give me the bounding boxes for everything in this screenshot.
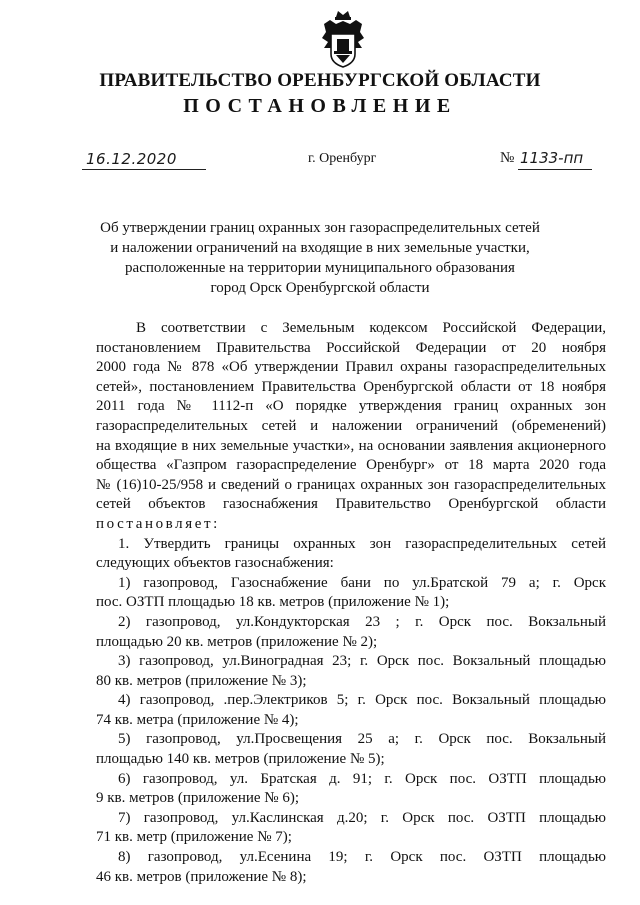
orenburg-coat-of-arms-icon <box>318 8 368 70</box>
preamble-line: сетей объектов газоснабжения Правительство Оренбургской области <box>96 496 606 513</box>
decree-item-line: 1) газопровод, Газоснабжение бани по ул.Братской 79 а; г. Орск <box>118 574 606 591</box>
number-label: № <box>500 150 515 166</box>
decree-item-line: 1. Утвердить границы охранных зон газораспределительных сетей <box>118 535 606 552</box>
document-number: 1133-пп <box>520 149 584 167</box>
number-underline <box>518 169 592 170</box>
preamble-line: на входящие в них земельные участки», на основании заявления акционерного <box>96 437 606 454</box>
decree-item-line: 4) газопровод, .пер.Электриков 5; г. Орск пос. Вокзальный площадью <box>118 692 606 709</box>
decree-item-line: площадью 140 кв. метров (приложение № 5); <box>96 751 385 768</box>
date-underline <box>82 169 206 170</box>
document-date: 16.12.2020 <box>86 150 177 168</box>
title-line: Об утверждении границ охранных зон газораспределительных сетей <box>100 220 540 236</box>
preamble-line: В соответствии с Земельным кодексом Российской Федерации, <box>136 320 606 336</box>
decree-word: постановляет: <box>96 515 220 532</box>
decree-item-line: 80 кв. метров (приложение № 3); <box>96 672 307 689</box>
decree-item-line: 3) газопровод, ул.Виноградная 23; г. Орск пос. Вокзальный площадью <box>118 653 606 670</box>
preamble-line: общества «Газпром газораспределение Оренбург» от 18 марта 2020 года <box>96 457 606 474</box>
decree-item-line: 6) газопровод, ул. Братская д. 91; г. Орск пос. ОЗТП площадью <box>118 770 606 787</box>
document-type: ПОСТАНОВЛЕНИЕ <box>183 95 457 117</box>
document-city: г. Оренбург <box>308 151 377 166</box>
preamble-line: 2011 года № 1112-п «О порядке утверждения границ охранных зон <box>96 398 606 415</box>
decree-item-line: 7) газопровод, ул.Каслинская д.20; г. Орск пос. ОЗТП площадью <box>118 809 606 826</box>
decree-item-line: 8) газопровод, ул.Есенина 19; г. Орск пос. ОЗТП площадью <box>118 849 606 866</box>
preamble-line: газораспределительных сетей и наложении ограничений (обременений) <box>96 417 606 434</box>
title-line: расположенные на территории муниципального образования <box>125 260 515 276</box>
title-line: и наложении ограничений на входящие в них земельные участки, <box>110 240 530 256</box>
decree-item-line: 46 кв. метров (приложение № 8); <box>96 868 307 885</box>
issuing-authority: ПРАВИТЕЛЬСТВО ОРЕНБУРГСКОЙ ОБЛАСТИ <box>99 70 541 91</box>
decree-item-line: пос. ОЗТП площадью 18 кв. метров (приложение № 1); <box>96 594 450 611</box>
decree-item-line: следующих объектов газоснабжения: <box>96 555 334 572</box>
document-title <box>60 218 580 298</box>
decree-item-line: 9 кв. метров (приложение № 6); <box>96 790 300 807</box>
preamble-line: постановлением Правительства Российской Федерации от 20 ноября <box>96 339 606 356</box>
decree-item-line: 71 кв. метр (приложение № 7); <box>96 829 292 846</box>
decree-item-line: 5) газопровод, ул.Просвещения 25 а; г. Орск пос. Вокзальный <box>118 731 606 748</box>
decree-item-line: 74 кв. метра (приложение № 4); <box>96 711 299 728</box>
preamble-line: 2000 года № 878 «Об утверждении Правил охраны газораспределительных <box>96 359 606 376</box>
decree-item-line: площадью 20 кв. метров (приложение № 2); <box>96 633 378 650</box>
preamble-line: № (16)10-25/958 и сведений о границах охранных зон газораспределительных <box>96 476 606 493</box>
decree-item-line: 2) газопровод, ул.Кондукторская 23 ; г. Орск пос. Вокзальный <box>118 613 606 630</box>
document-body <box>96 319 606 887</box>
preamble-line: сетей», постановлением Правительства Оренбургской области от 18 ноября <box>96 378 606 395</box>
title-line: город Орск Оренбургской области <box>210 280 430 296</box>
